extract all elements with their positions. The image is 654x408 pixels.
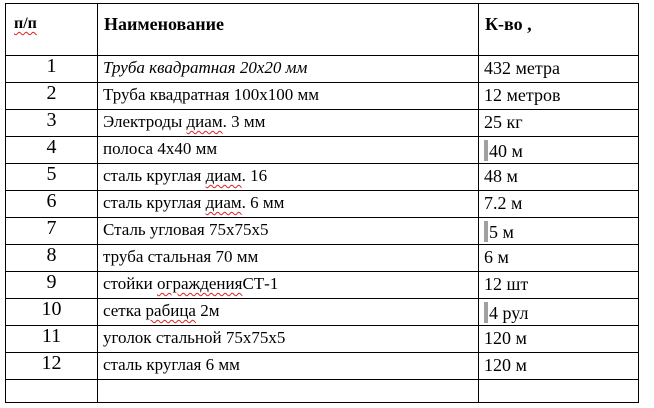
- row-num: 8: [6, 245, 98, 272]
- row-name-part: сетка: [103, 301, 146, 320]
- row-name-part: сталь круглая: [103, 166, 206, 185]
- table-row: [6, 164, 639, 191]
- row-num: 4: [6, 137, 98, 164]
- row-qty: 120 м: [479, 326, 639, 353]
- header-num-cell: [6, 4, 98, 56]
- empty-cell: [479, 380, 639, 403]
- table-row: [6, 137, 639, 164]
- row-qty: 120 м: [479, 353, 639, 380]
- row-qty: 5 м: [489, 222, 514, 242]
- table-row-empty: [6, 380, 639, 403]
- row-num: 9: [6, 272, 98, 299]
- row-name: сталь круглая 6 мм: [98, 353, 479, 380]
- row-qty: 432 метра: [479, 56, 639, 83]
- row-qty: 48 м: [479, 164, 639, 191]
- empty-cell: [98, 380, 479, 403]
- row-name: Труба квадратная 20х20 мм: [98, 56, 479, 83]
- table-row: [6, 110, 639, 137]
- row-num: 11: [6, 326, 98, 353]
- row-name: [98, 272, 479, 299]
- row-qty: 4 рул: [489, 303, 529, 323]
- header-name: Наименование: [104, 14, 224, 34]
- row-num: 1: [6, 56, 98, 83]
- row-num: 2: [6, 83, 98, 110]
- row-name-part-misspelled: диам: [186, 112, 223, 131]
- row-name: уголок стальной 75х75х5: [98, 326, 479, 353]
- empty-cell: [6, 380, 98, 403]
- row-name-part-misspelled: ограждения: [156, 274, 243, 293]
- row-name: [98, 191, 479, 218]
- row-name-part: сталь круглая: [103, 193, 206, 212]
- row-qty: 7.2 м: [479, 191, 639, 218]
- row-qty: 12 шт: [479, 272, 639, 299]
- header-num: п/п: [14, 15, 37, 32]
- table-row: [6, 245, 639, 272]
- row-num: 12: [6, 353, 98, 380]
- header-name-cell: [98, 4, 479, 56]
- row-name-part: . 3 мм: [222, 112, 266, 131]
- text-cursor-mark: [484, 302, 488, 323]
- table-row: [6, 56, 639, 83]
- row-name-part-misspelled: диам: [205, 166, 242, 185]
- table-row: [6, 326, 639, 353]
- row-qty-cell: [479, 299, 639, 326]
- table-row: [6, 218, 639, 245]
- row-name-part: СТ-1: [242, 274, 279, 293]
- row-name: труба стальная 70 мм: [98, 245, 479, 272]
- row-name-part-misspelled: диам: [205, 193, 242, 212]
- row-name: [98, 299, 479, 326]
- row-name-part: Электроды: [103, 112, 187, 131]
- row-qty: 12 метров: [479, 83, 639, 110]
- row-qty-cell: [479, 218, 639, 245]
- header-qty-cell: [479, 4, 639, 56]
- row-name-part: . 6 мм: [241, 193, 285, 212]
- row-name: Труба квадратная 100х100 мм: [98, 83, 479, 110]
- row-name: полоса 4х40 мм: [98, 137, 479, 164]
- row-name-part: стойки: [103, 274, 157, 293]
- row-num: 6: [6, 191, 98, 218]
- row-name: [98, 110, 479, 137]
- row-qty: 25 кг: [479, 110, 639, 137]
- table-header-row: [6, 4, 639, 56]
- row-name: Сталь угловая 75х75х5: [98, 218, 479, 245]
- table-row: [6, 83, 639, 110]
- row-num: 3: [6, 110, 98, 137]
- row-num: 10: [6, 299, 98, 326]
- table-row: [6, 191, 639, 218]
- materials-table: [5, 3, 639, 403]
- table-row: [6, 272, 639, 299]
- row-name-part: . 16: [241, 166, 268, 185]
- row-qty-cell: [479, 137, 639, 164]
- table-row: [6, 353, 639, 380]
- row-name-part: 2м: [195, 301, 220, 320]
- row-name-part-misspelled: рабица: [145, 301, 196, 320]
- row-name: [98, 164, 479, 191]
- header-qty: К-во ,: [485, 14, 532, 34]
- row-qty: 40 м: [489, 141, 523, 161]
- row-num: 7: [6, 218, 98, 245]
- row-qty: 6 м: [479, 245, 639, 272]
- table-row: [6, 299, 639, 326]
- text-cursor-mark: [484, 221, 488, 242]
- text-cursor-mark: [484, 140, 488, 161]
- row-num: 5: [6, 164, 98, 191]
